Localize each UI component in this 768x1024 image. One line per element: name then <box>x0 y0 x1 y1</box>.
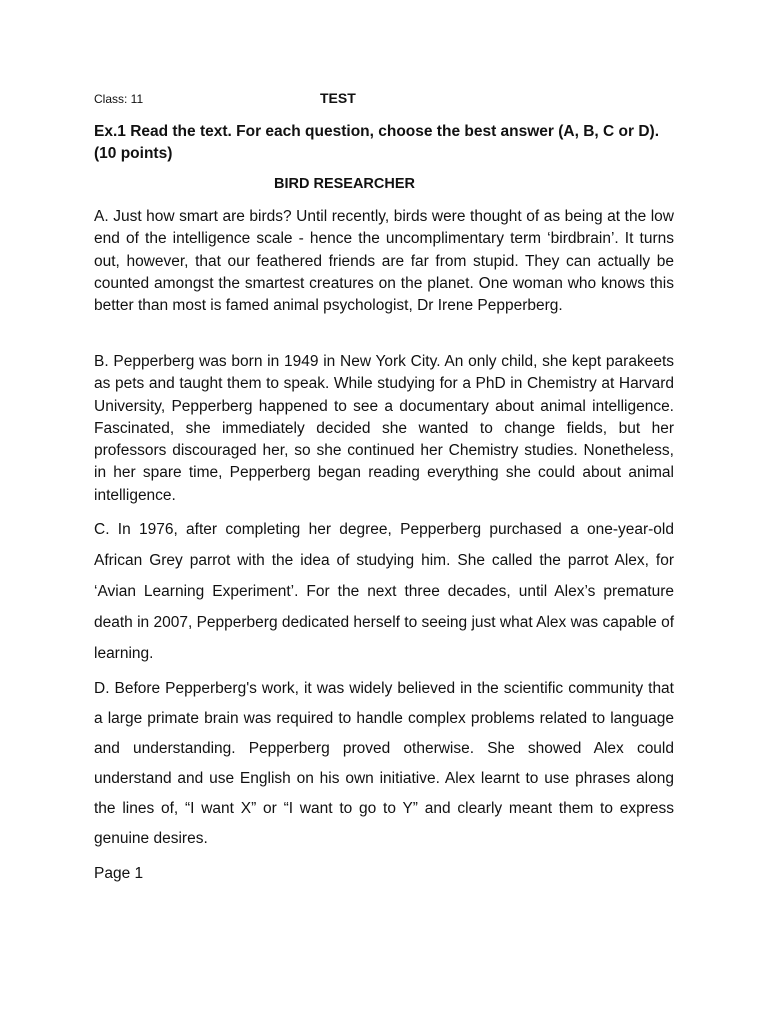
paragraph-a: A. Just how smart are birds? Until recently, birds were thought of as being at the low end of the intelligence scale - hence the uncomplimentary term ‘birdbrain’. It turns out, however, that our feathered friends are far from stupid. They can actually be counted amongst the smartest creatures on the planet. One woman who knows this better than most is famed animal psychologist, Dr Irene Pepperberg. <box>94 208 674 315</box>
exercise-instruction: Ex.1 Read the text. For each question, choose the best answer (A, B, C or D). (10 points) <box>94 123 660 162</box>
test-title: TEST <box>320 90 356 106</box>
class-label: Class: 11 <box>94 92 144 106</box>
paragraph-b: B. Pepperberg was born in 1949 in New York City. An only child, she kept parakeets as pets and taught them to speak. While studying for a PhD in Chemistry at Harvard University, Pepperberg happened to see a documentary about animal intelligence. Fascinated, she immediately decided she wanted to change fields, but her professors discouraged her, so she continued her Chemistry studies. Nonetheless, in her spare time, Pepperberg began reading everything she could about animal intelligence. <box>94 353 674 504</box>
article-title: BIRD RESEARCHER <box>274 176 415 192</box>
page-number: Page 1 <box>94 865 144 882</box>
paragraph-c: C. In 1976, after completing her degree, Pepperberg purchased a one-year-old African Grey parrot with the idea of studying him. She called the parrot Alex, for ‘Avian Learning Experiment’. For the next three decades, until Alex’s premature death in 2007, Pepperberg dedicated herself to seeing just what Alex was capable of learning. <box>94 521 674 662</box>
paragraph-d: D. Before Pepperberg's work, it was widely believed in the scientific community that a large primate brain was required to handle complex problems related to language and understanding. Pepperberg proved otherwise. She showed Alex could understand and use English on his own initiative. Alex learnt to use phrases along the lines of, “I want X” or “I want to go to Y” and clearly meant them to express genuine desires. <box>94 680 674 847</box>
